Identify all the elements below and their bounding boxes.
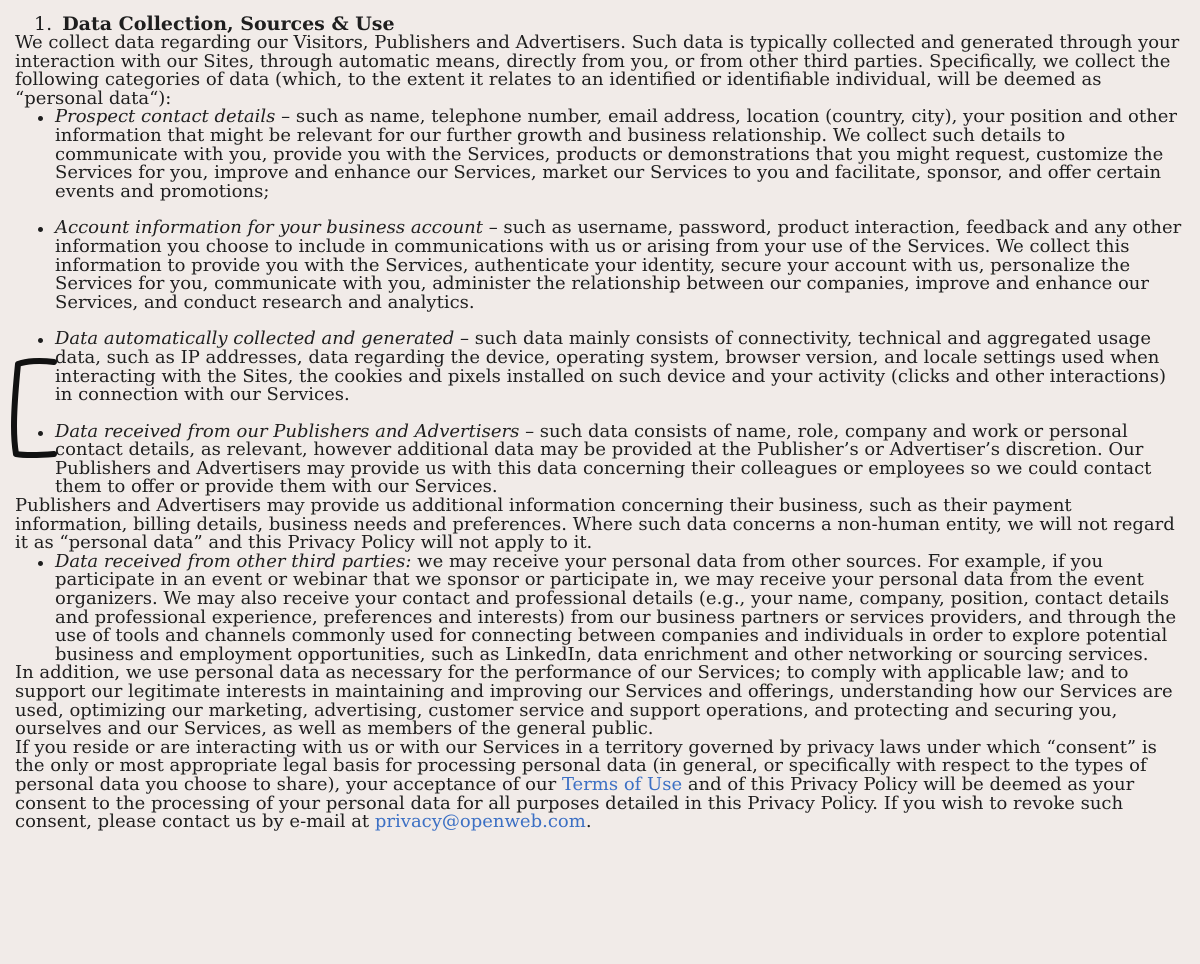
section-title: Data Collection, Sources & Use	[62, 13, 395, 35]
terms-of-use-link[interactable]: Terms of Use	[561, 773, 683, 795]
bullet-term: Account information for your business account	[55, 217, 483, 239]
publishers-paragraph: Publishers and Advertisers may provide us additional information concerning their business, such as their payment information, billing details, business needs and preferences. Where such data concerns a non-human entity, we will not regard it as “personal data” and this Privacy Policy will not apply to it.	[15, 495, 1175, 554]
usage-paragraph: In addition, we use personal data as necessary for the performance of our Services; to comply with applicable law; and to support our legitimate interests in maintaining and improving our Services and offerings, understanding how our Services are used, optimizing our marketing, advertising, customer service and support operations, and protecting and securing you, ourselves and our Services, as well as members of the general public.	[15, 662, 1173, 740]
intro-paragraph: We collect data regarding our Visitors, Publishers and Advertisers. Such data is typically collected and generated through your interaction with our Sites, through automatic means, directly from you, or from other third parties. Specifically, we collect the following categories of data (which, to the extent it relates to an identified or identifiable individual, will be deemed as “personal data“):	[15, 32, 1180, 109]
section-number: 1.	[34, 13, 53, 35]
privacy-email-link[interactable]: privacy@openweb.com	[374, 811, 586, 833]
bullet-text: – such data mainly consists of connectivity, technical and aggregated usage data, such as IP addresses, data regarding the device, operating system, browser version, and locale settings used when interacting with the Sites, the cookies and pixels installed on such device and your activity (clicks and other interactions) in connection with our Services.	[55, 328, 1166, 406]
bullet-text: – such as name, telephone number, email address, location (country, city), your position and other information that might be relevant for our further growth and business relationship. We collect such details to communicate with you, provide you with the Services, products or demonstrations that you might request, customize the Services for you, improve and enhance our Services, market our Services to you and facilitate, sponsor, and offer certain events and promotions;	[55, 106, 1177, 202]
consent-text-2: and of this Privacy Policy will be deemed as your consent to the processing of your personal data for all purposes detailed in this Privacy Policy. If you wish to revoke such consent, please contact us by e-mail at	[15, 773, 1135, 833]
consent-paragraph	[15, 736, 1187, 833]
bullet-term: Prospect contact details	[55, 106, 276, 128]
bullet-text: we may receive your personal data from other sources. For example, if you participate in an event or webinar that we sponsor or participate in, we may receive your personal data from the event organizers. We may also receive your contact and professional details (e.g., your name, company, position, contact details and professional experience, preferences and interests) from our business partners or services providers, and through the use of tools and channels commonly used for connecting between companies and individuals in order to explore potential business and employment opportunities, such as LinkedIn, data enrichment and other networking or sourcing services.	[55, 550, 1177, 665]
bullet-term: Data received from other third parties:	[55, 550, 412, 572]
list-item-publisher-data	[55, 420, 1187, 498]
bullet-text: – such as username, password, product interaction, feedback and any other information you choose to include in communications with us or arising from your use of the Services. We collect this information to provide you with the Services, authenticate your identity, secure your account with us, personalize the Services for you, communicate with you, administer the relationship between our companies, improve and enhance our Services, and conduct research and analytics.	[55, 217, 1182, 313]
data-categories-list	[15, 108, 1187, 497]
list-item-prospect-contact	[55, 108, 1187, 201]
bullet-term: Data received from our Publishers and Advertisers	[55, 420, 520, 442]
list-item-account-info	[55, 219, 1187, 312]
third-party-list	[15, 550, 1187, 665]
hand-drawn-bracket-annotation	[10, 354, 58, 464]
consent-text-3: .	[585, 811, 592, 833]
consent-text-1: If you reside or are interacting with us or with our Services in a territory governed by privacy laws under which “consent” is the only or most appropriate legal basis for processing personal data (in general, or specifically with respect to the types of personal data you choose to share), your acceptance of our	[15, 736, 1157, 795]
bullet-text: – such data consists of name, role, company and work or personal contact details, as relevant, however additional data may be provided at the Publisher’s or Advertiser’s discretion. Our Publishers and Advertisers may provide us with this data concerning their colleagues or employees so we could contact them to offer or provide them with our Services.	[55, 420, 1152, 498]
section-heading	[34, 14, 1187, 34]
list-item-automatic-data	[55, 330, 1187, 404]
policy-content	[15, 0, 1187, 832]
bullet-term: Data automatically collected and generated	[55, 328, 455, 350]
list-item-third-party	[55, 550, 1187, 665]
